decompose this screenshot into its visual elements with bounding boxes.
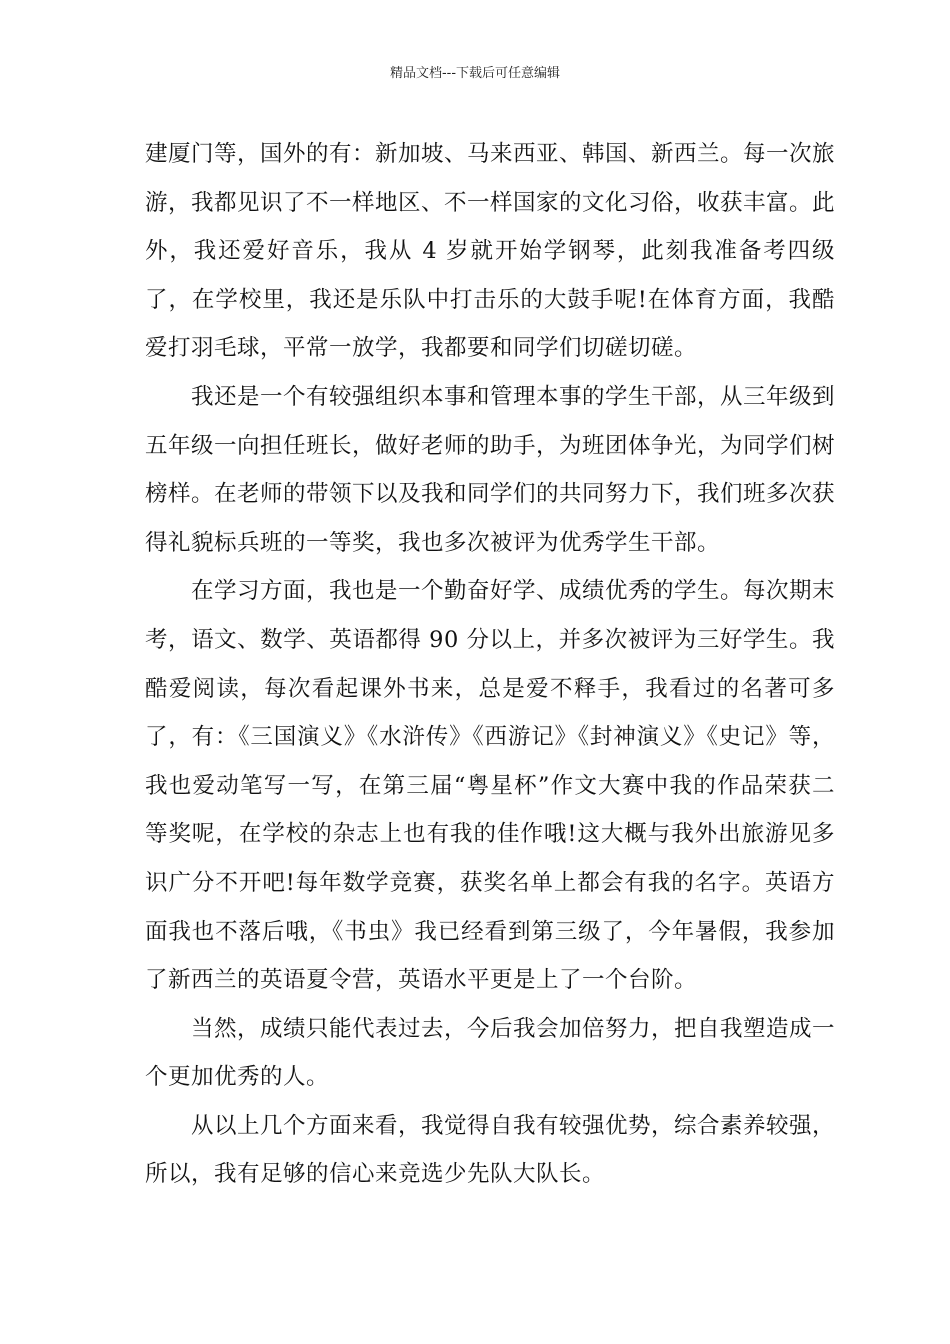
paragraph-continued: 建厦门等，国外的有：新加坡、马来西亚、韩国、新西兰。每一次旅游，我都见识了不一样地区、不一样国家的文化习俗，收获丰富。此外，我还爱好音乐，我从 4 岁就开始学钢琴，此刻我准备考四级了，在学校里，我还是乐队中打击乐的大鼓手呢!在体育方面，我酷爱打羽毛球，平常一放学，我都要和同学们切磋切磋。: [145, 141, 836, 362]
page-header: 精品文档---下载后可任意编辑: [389, 66, 561, 81]
document-body: [145, 130, 835, 1199]
paragraph-leadership: 我还是一个有较强组织本事和管理本事的学生干部，从三年级到五年级一向担任班长，做好老师的助手，为班团体争光，为同学们树榜样。在老师的带领下以及我和同学们的共同努力下，我们班多次获得礼貌标兵班的一等奖，我也多次被评为优秀学生干部。: [145, 383, 836, 556]
paragraph-conclusion: 从以上几个方面来看，我觉得自我有较强优势，综合素养较强，所以，我有足够的信心来竞选少先队大队长。: [145, 1112, 836, 1188]
paragraph-study: 在学习方面，我也是一个勤奋好学、成绩优秀的学生。每次期末考，语文、数学、英语都得 90 分以上，并多次被评为三好学生。我酷爱阅读，每次看起课外书来，总是爱不释手，我看过的名著可多了，有：《三国演义》《水浒传》《西游记》《封神演义》《史记》等，我也爱动笔写一写，在第三届“粤星杯”作文大赛中我的作品荣获二等奖呢，在学校的杂志上也有我的佳作哦!这大概与我外出旅游见多识广分不开吧!每年数学竞赛，获奖名单上都会有我的名字。英语方面我也不落后哦，《书虫》我已经看到第三级了，今年暑假，我参加了新西兰的英语夏令营，英语水平更是上了一个台阶。: [145, 578, 836, 994]
paragraph-future: 当然，成绩只能代表过去，今后我会加倍努力，把自我塑造成一个更加优秀的人。: [145, 1015, 836, 1091]
